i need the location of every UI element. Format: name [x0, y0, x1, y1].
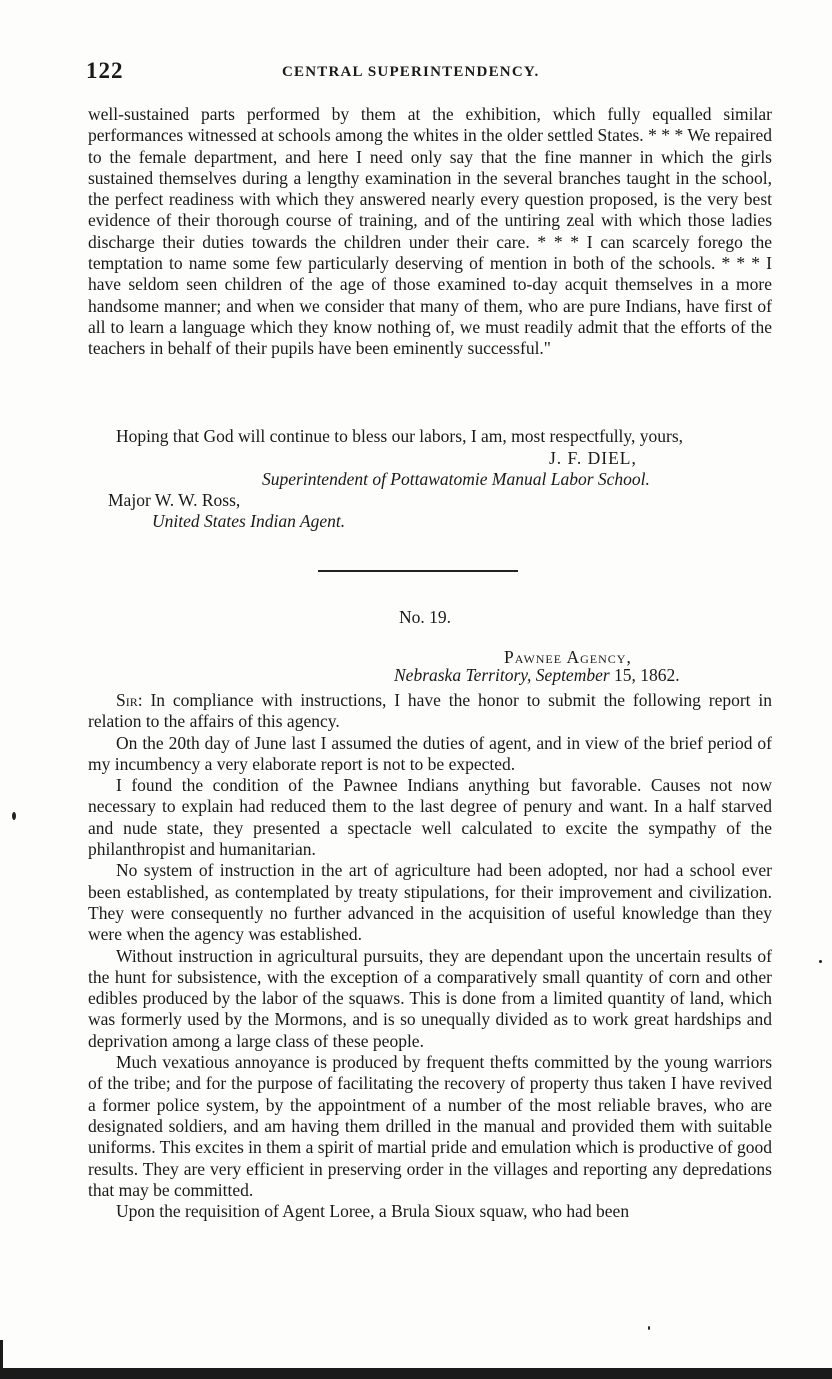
- scan-frame-bottom: [0, 1368, 832, 1379]
- letter1-paragraph: well-sustained parts performed by them at the exhibition, which fully equalled similar performances witnessed at schools among the whites in the older settled States. * * * We repaired to the female department, and here I need only say that the fine manner in which the girls sustained themselves during a lengthy examination in the several branches taught in the school, the perfect readiness with which they answered nearly every question proposed, is the very best evidence of their thorough course of training, and of the untiring zeal with which those ladies discharge their duties towards the children under their care. * * * I can scarcely forego the temptation to name some few particularly deserving of mention in both of the schools. * * * I have seldom seen children of the age of those examined to-day acquit themselves in a more handsome manner; and when we consider that many of them, who are pure Indians, have first of all to learn a language which they know nothing of, we must readily admit that the efforts of the teachers in behalf of their pupils have been eminently successful.": [88, 104, 772, 359]
- letter2-paragraph-4: No system of instruction in the art of agriculture had been adopted, nor had a school ever been established, as contemplated by treaty stipulations, for their improvement and civilization. They were consequently no further advanced in the acquisition of useful knowledge than they were when the agency was established.: [88, 860, 772, 945]
- addressee-name: Major W. W. Ross,: [108, 490, 241, 510]
- signature-name: J. F. DIEL,: [549, 448, 637, 468]
- salutation: Sir:: [116, 690, 143, 710]
- ink-speck: [648, 1326, 650, 1330]
- signature-title: Superintendent of Pottawatomie Manual Labor School.: [262, 469, 650, 489]
- letter2-paragraph-6: Much vexatious annoyance is produced by frequent thefts committed by the young warriors of the tribe; and for the purpose of facilitating the recovery of property thus taken I have revived a former police system, by the appointment of a number of the most reliable braves, who are designated soldiers, and am having them drilled in the manual and provided them with suitable uniforms. This excites in them a spirit of martial pride and emulation which is productive of good results. They are very efficient in preserving order in the villages and reporting any depredations that may be committed.: [88, 1052, 772, 1200]
- letter2-body: [88, 690, 772, 1222]
- letter2-paragraph-2: On the 20th day of June last I assumed the duties of agent, and in view of the brief period of my incumbency a very elaborate report is not to be expected.: [88, 732, 772, 774]
- ink-speck: [819, 960, 822, 963]
- running-head: CENTRAL SUPERINTENDENCY.: [282, 64, 540, 80]
- letter1-closing-block: [88, 426, 772, 447]
- letter2-paragraph-1: [88, 690, 772, 733]
- dateline: [394, 665, 680, 686]
- page-number: 122: [86, 58, 124, 83]
- letter2-paragraph-5: Without instruction in agricultural pursuits, they are dependant upon the uncertain results of the hunt for subsistence, with the exception of a comparatively small quantity of corn and other edibles produced by the labor of the squaws. This is done from a limited quantity of land, which was formerly used by the Mormons, and is so unequally divided as to work great hardships and deprivation among a large class of these people.: [88, 945, 772, 1051]
- dateline-date: 15, 1862.: [614, 665, 680, 685]
- section-divider: [318, 570, 518, 572]
- page-header: [86, 58, 774, 88]
- letter1-closing: Hoping that God will continue to bless our labors, I am, most respectfully, yours,: [116, 426, 684, 446]
- ink-speck: [12, 812, 16, 820]
- letter2-paragraph-3: I found the condition of the Pawnee Indians anything but favorable. Causes not now necessary to explain had reduced them to the last degree of penury and want. In a half starved and nude state, they presented a spectacle well calculated to excite the sympathy of the philanthropist and humanitarian.: [88, 775, 772, 860]
- dateline-place: Nebraska Territory, September: [394, 665, 610, 685]
- document-number: No. 19.: [399, 607, 452, 627]
- paragraph-1-text: In compliance with instructions, I have the honor to submit the following report in relation to the affairs of this agency.: [88, 690, 773, 732]
- agency-heading: Pawnee Agency,: [504, 647, 632, 667]
- addressee-title: United States Indian Agent.: [152, 511, 346, 531]
- letter1-body: [88, 104, 772, 360]
- letter2-paragraph-7: Upon the requisition of Agent Loree, a Brula Sioux squaw, who had been: [116, 1201, 630, 1222]
